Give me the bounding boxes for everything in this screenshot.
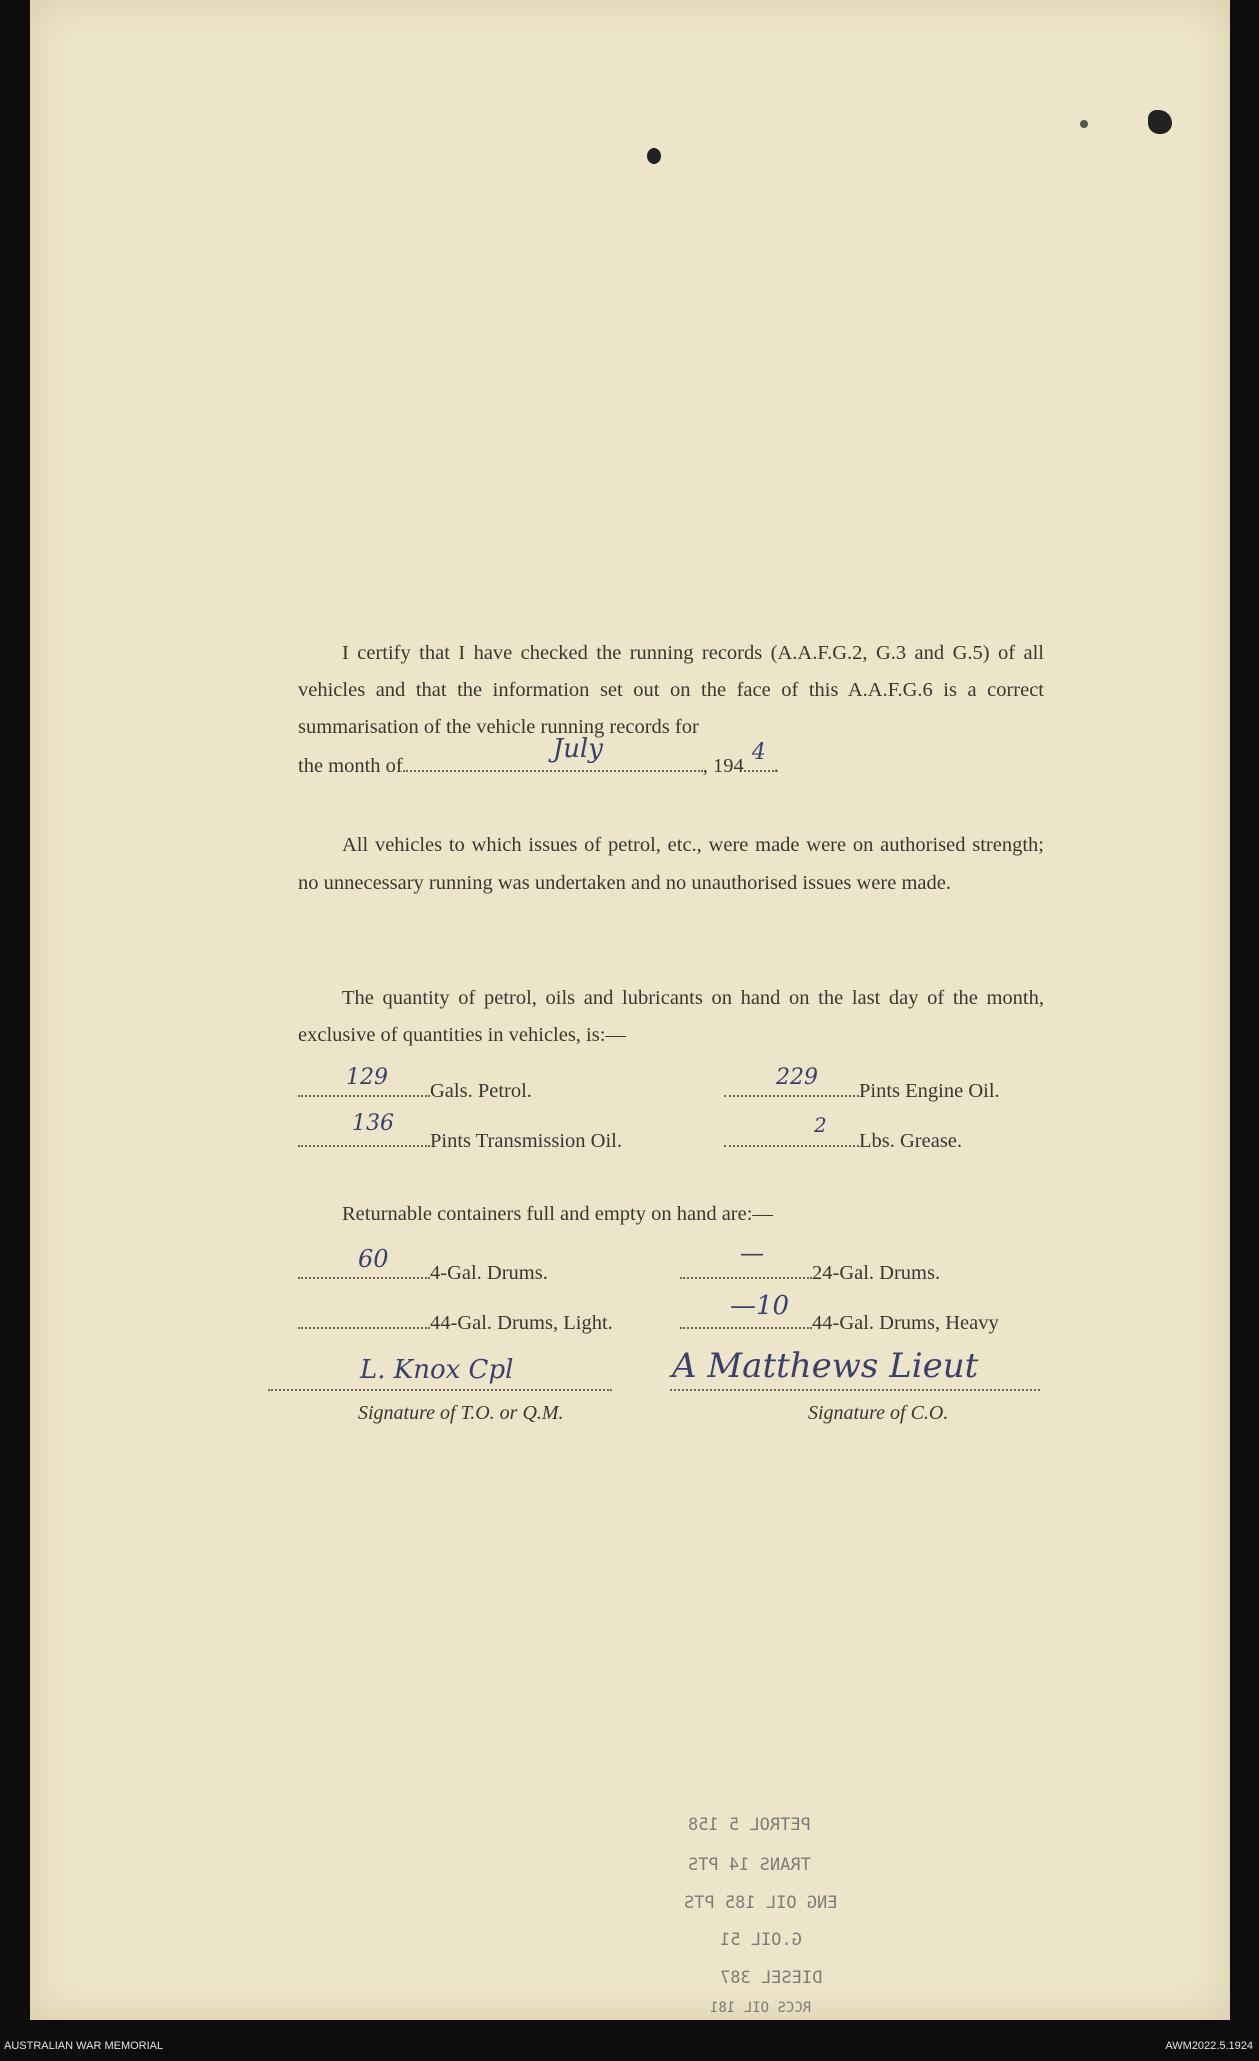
authorisation-body: All vehicles to which issues of petrol, etc., were made were on authorised strength; no unnecessary running was undertaken and no unauthorised issues were made. (298, 834, 1044, 894)
drums44-heavy-field[interactable] (680, 1291, 812, 1329)
petrol-row (298, 1065, 532, 1103)
month-field[interactable] (403, 734, 703, 772)
month-line (298, 734, 779, 778)
drums24-value: — (740, 1239, 764, 1267)
certification-text (298, 635, 1044, 746)
year-value: 4 (751, 740, 766, 765)
grease-field[interactable] (724, 1113, 859, 1147)
to-signature: L. Knox Cpl (360, 1355, 514, 1385)
drums44-heavy-row (680, 1291, 999, 1335)
year-field[interactable] (744, 740, 774, 772)
petrol-field[interactable] (298, 1065, 430, 1097)
month-prefix: the month of (298, 755, 403, 777)
grease-label: Lbs. Grease. (859, 1130, 963, 1152)
drums4-label: 4-Gal. Drums. (430, 1262, 548, 1284)
drums44-light-row (298, 1305, 613, 1335)
co-signature-line[interactable] (670, 1387, 1040, 1391)
to-signature-line[interactable] (268, 1387, 612, 1391)
form-page (30, 0, 1230, 2020)
pencil-note: PETROL 5 158 (688, 1815, 811, 1835)
drums24-field[interactable] (680, 1239, 812, 1279)
authorisation-text (298, 826, 1044, 902)
footer-right: AWM2022.5.1924 (1165, 2040, 1253, 2052)
engine-oil-row (724, 1065, 1000, 1103)
drums4-field[interactable] (298, 1245, 430, 1279)
punch-hole (1148, 110, 1172, 134)
drums44-light-field[interactable] (298, 1305, 430, 1329)
pencil-note: DIESEL 387 (720, 1968, 823, 1988)
year-prefix: , 194 (702, 755, 744, 777)
grease-row (724, 1113, 963, 1153)
pencil-note: RCCS OIL 181 (710, 2000, 812, 2016)
co-signature-label: Signature of C.O. (808, 1402, 949, 1424)
containers-intro (342, 1203, 773, 1226)
drums44-heavy-value: —10 (730, 1291, 790, 1321)
transmission-label: Pints Transmission Oil. (430, 1130, 622, 1152)
transmission-value: 136 (352, 1111, 394, 1136)
pencil-note: G.OIL 51 (720, 1930, 802, 1950)
engine-oil-value: 229 (776, 1065, 818, 1090)
year-suffix: . (773, 755, 779, 777)
engine-oil-field[interactable] (724, 1065, 859, 1097)
transmission-row (298, 1111, 622, 1153)
drums4-value: 60 (358, 1245, 389, 1273)
drums44-heavy-label: 44-Gal. Drums, Heavy (812, 1312, 999, 1334)
quantity-intro (298, 980, 1044, 1054)
punch-hole (647, 148, 661, 164)
quantity-intro-text: The quantity of petrol, oils and lubricants on hand on the last day of the month, exclusive of quantities in vehicles, is:— (298, 987, 1044, 1046)
certification-body: I certify that I have checked the running records (A.A.F.G.2, G.3 and G.5) of all vehicles and that the information set out on the face of this A.A.F.G.6 is a correct summarisation of the vehicle running records for (298, 642, 1044, 738)
pencil-note: TRANS 14 PTS (688, 1855, 811, 1875)
footer-left: AUSTRALIAN WAR MEMORIAL (4, 2040, 164, 2052)
to-signature-label: Signature of T.O. or Q.M. (358, 1402, 564, 1424)
grease-value: 2 (814, 1113, 827, 1137)
drums44-light-label: 44-Gal. Drums, Light. (430, 1312, 613, 1334)
transmission-field[interactable] (298, 1111, 430, 1147)
containers-intro-text: Returnable containers full and empty on hand are:— (342, 1203, 773, 1225)
petrol-label: Gals. Petrol. (430, 1080, 532, 1102)
drums24-label: 24-Gal. Drums. (812, 1262, 941, 1284)
engine-oil-label: Pints Engine Oil. (859, 1080, 1000, 1102)
petrol-value: 129 (346, 1065, 388, 1090)
drums24-row (680, 1239, 941, 1285)
pencil-note: ENG OIL 185 PTS (684, 1893, 838, 1913)
co-signature: A Matthews Lieut (672, 1346, 979, 1386)
month-value: July (552, 734, 603, 764)
paper-mark (1080, 120, 1088, 128)
drums4-row (298, 1245, 548, 1285)
